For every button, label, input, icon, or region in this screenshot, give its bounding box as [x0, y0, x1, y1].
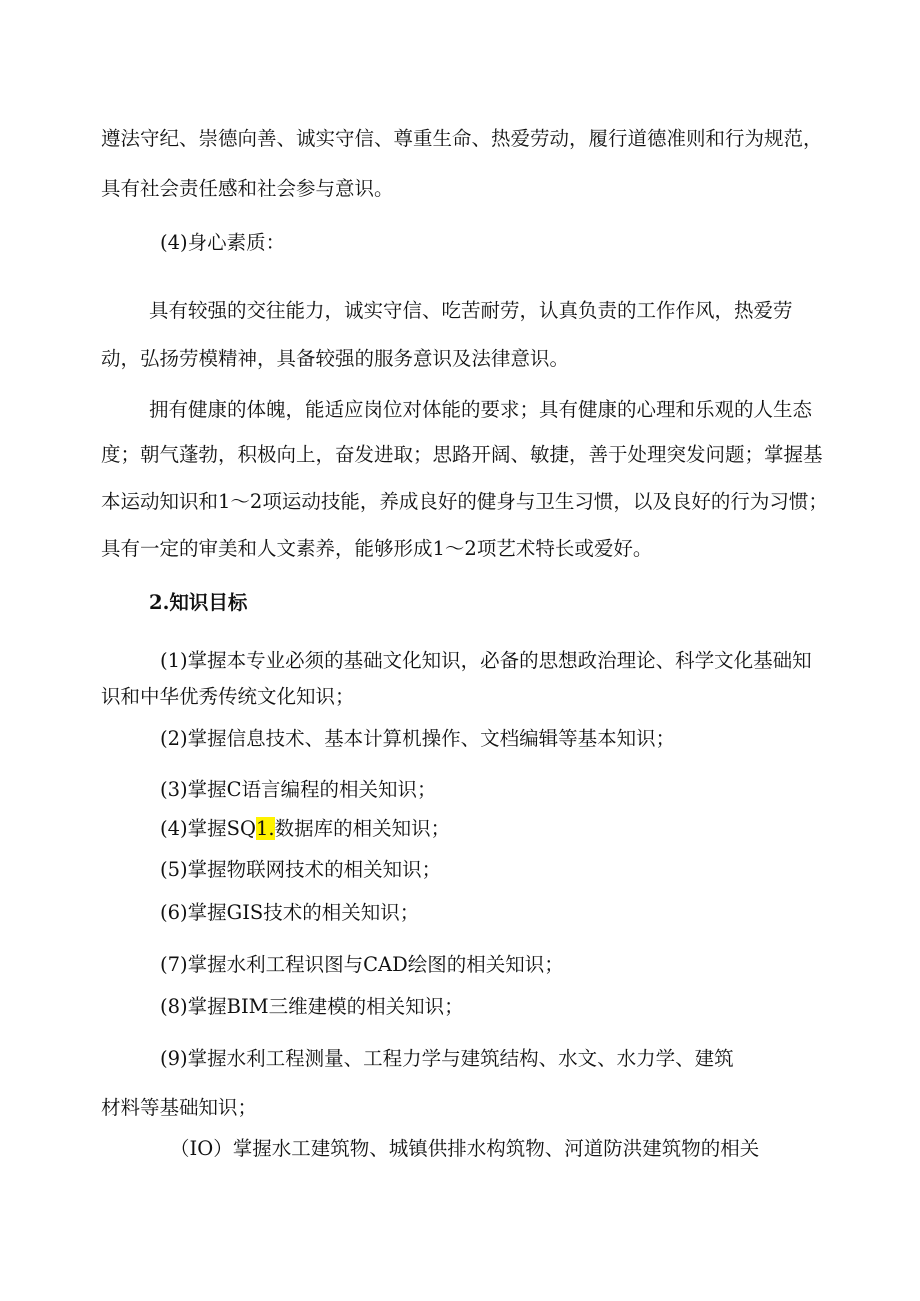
paragraph-line: 具有较强的交往能力，诚实守信、吃苦耐劳，认真负责的工作作风，热爱劳 — [149, 299, 793, 322]
list-item: (8)掌握BIM三维建模的相关知识； — [160, 995, 464, 1018]
list-item-continuation: 识和中华优秀传统文化知识； — [101, 685, 355, 708]
paragraph-line: 动，弘扬劳模精神，具备较强的服务意识及法律意识。 — [101, 347, 570, 370]
list-item: (5)掌握物联网技术的相关知识； — [160, 858, 442, 881]
paragraph-line: 拥有健康的体魄，能适应岗位对体能的要求；具有健康的心理和乐观的人生态 — [149, 398, 813, 421]
highlighted-text: 1. — [255, 817, 275, 840]
paragraph-line: 遵法守纪、崇德向善、诚实守信、尊重生命、热爱劳动，履行道德准则和行为规范， — [101, 127, 823, 150]
section-heading: 2.知识目标 — [149, 591, 248, 614]
list-item: (6)掌握GIS技术的相关知识； — [160, 901, 420, 924]
list-item-text: 数据库的相关知识； — [274, 817, 451, 840]
paragraph-line: 具有一定的审美和人文素养，能够形成1～2项艺术特长或爱好。 — [101, 537, 653, 560]
paragraph-line: 本运动知识和1～2项运动技能，养成良好的健身与卫生习惯，以及良好的行为习惯； — [101, 490, 828, 513]
paragraph-line: 度；朝气蓬勃，积极向上，奋发进取；思路开阔、敏捷，善于处理突发问题；掌握基 — [101, 443, 823, 466]
subheading-physical-mental: (4)身心素质： — [160, 231, 286, 254]
list-item: (7)掌握水利工程识图与CAD绘图的相关知识； — [160, 953, 564, 976]
list-item — [160, 815, 450, 843]
list-item: (1)掌握本专业必须的基础文化知识，必备的思想政治理论、科学文化基础知 — [160, 649, 812, 672]
list-item: （IO）掌握水工建筑物、城镇供排水构筑物、河道防洪建筑物的相关 — [170, 1137, 760, 1160]
list-item-text: (4)掌握SQ — [160, 817, 256, 840]
paragraph-line: 具有社会责任感和社会参与意识。 — [101, 177, 394, 200]
list-item: (2)掌握信息技术、基本计算机操作、文档编辑等基本知识； — [160, 727, 676, 750]
list-item-continuation: 材料等基础知识； — [101, 1096, 258, 1119]
list-item: (3)掌握C语言编程的相关知识； — [160, 778, 437, 801]
list-item: (9)掌握水利工程测量、工程力学与建筑结构、水文、水力学、建筑 — [160, 1047, 734, 1070]
